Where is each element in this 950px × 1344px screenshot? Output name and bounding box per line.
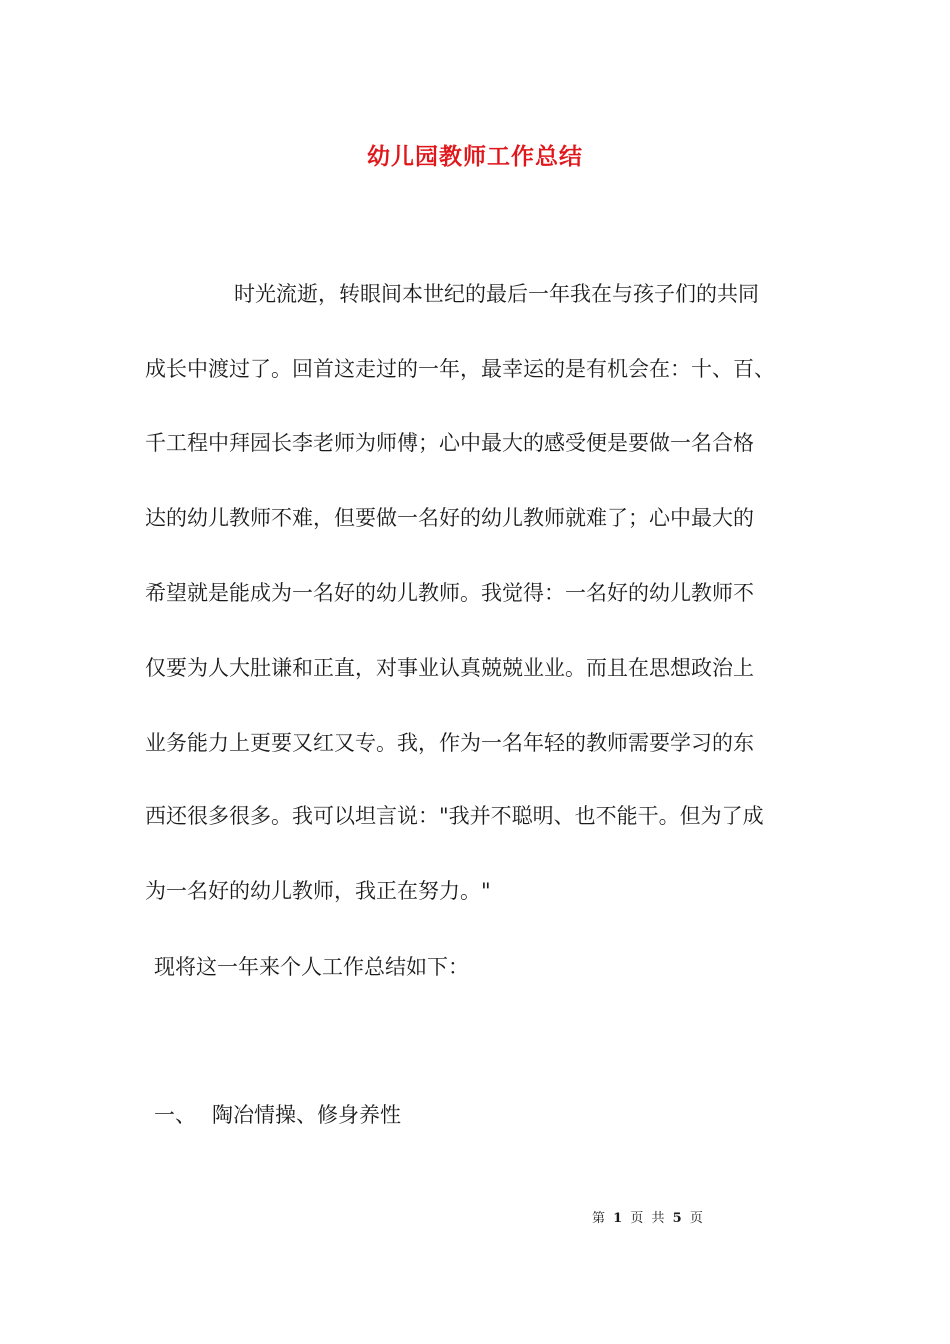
summary-intro: 现将这一年来个人工作总结如下： <box>154 955 469 979</box>
paragraph-line: 仅要为人大肚谦和正直，对事业认真兢兢业业。而且在思想政治上 <box>145 656 754 680</box>
paragraph-line: 千工程中拜园长李老师为师傅；心中最大的感受便是要做一名合格 <box>145 431 754 455</box>
paragraph-line: 为一名好的幼儿教师，我正在努力。" <box>145 879 491 903</box>
footer-label-suffix: 页 <box>689 1211 703 1226</box>
section-heading <box>154 1100 401 1130</box>
page-number-footer <box>592 1210 707 1228</box>
paragraph-line: 成长中渡过了。回首这走过的一年，最幸运的是有机会在：十、百、 <box>145 357 775 381</box>
paragraph-line: 达的幼儿教师不难，但要做一名好的幼儿教师就难了；心中最大的 <box>145 506 754 530</box>
section-number: 一、 <box>154 1103 196 1127</box>
current-page-number: 1 <box>613 1211 623 1226</box>
total-page-count: 5 <box>672 1211 682 1226</box>
document-title: 幼儿园教师工作总结 <box>367 143 583 170</box>
paragraph-line: 西还很多很多。我可以坦言说："我并不聪明、也不能干。但为了成 <box>145 804 764 828</box>
footer-label-total: 共 <box>651 1211 665 1226</box>
section-title: 陶冶情操、修身养性 <box>212 1103 401 1127</box>
paragraph-line: 业务能力上更要又红又专。我，作为一名年轻的教师需要学习的东 <box>145 731 754 755</box>
paragraph-line: 时光流逝，转眼间本世纪的最后一年我在与孩子们的共同 <box>234 282 759 306</box>
footer-label-page: 页 <box>630 1211 644 1226</box>
footer-label-prefix: 第 <box>592 1211 606 1226</box>
paragraph-line: 希望就是能成为一名好的幼儿教师。我觉得：一名好的幼儿教师不 <box>145 581 754 605</box>
